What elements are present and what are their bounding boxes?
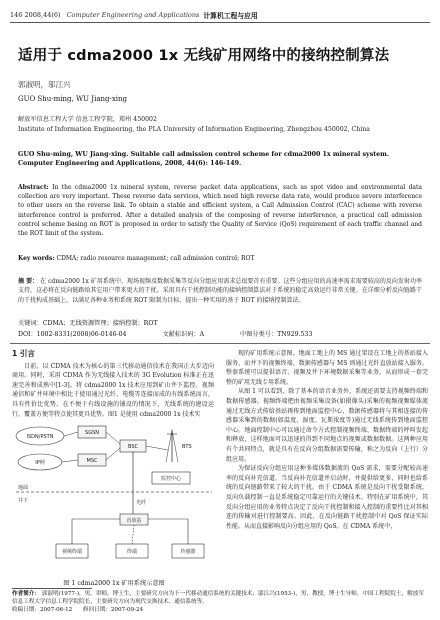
paper-title: 适用于 cdma2000 1x 无线矿用网络中的接纳控制算法 xyxy=(18,48,390,64)
underground-label: 井下 xyxy=(18,498,29,504)
ground-label: 地面 xyxy=(18,485,29,491)
clc-number: 中图分类号：TN929.533 xyxy=(240,331,313,338)
journal-name-en: Computer Engineering and Applications xyxy=(66,11,200,19)
footnote xyxy=(12,590,426,614)
body-paragraph: 为保证反向分组应用这种多媒体数据流的 QoS 需求，需要分配较高速率的反向补充信道，当反向补充信道并启动时，并提供给更多，同时也给系统的反向链路带来了较大的干扰。由于 CDMA 系统是反向干扰受限系统，反向负载控制一直是系统稳定可靠运行的关键技术。特别在矿用系统中，其反向分组应用的业务特点决定了反向干扰控制和接入控制的重要性比对其相连的传输对进行控制要高。因此，在反向链路干扰控制中对 QoS 保证实际性能。从而直接影响反向分组应用的 QoS。在 CDMA 系统中， xyxy=(226,465,428,530)
revised-date: 修回日期：2007-09-24 xyxy=(82,607,144,613)
author-bio-label: 作者简介： xyxy=(12,591,40,597)
video-terminal-label: 视频终端 xyxy=(61,549,83,555)
authors-en: GUO Shu-ming, WU Jiang-xing xyxy=(18,95,128,103)
doi: DOI：1002-8331(2008)06-0146-04 xyxy=(18,331,127,338)
keywords-text: CDMA; radio resource management; call admission control; ROT xyxy=(56,255,255,262)
abstract-en xyxy=(18,183,422,238)
sensor-label: 传感器 xyxy=(180,549,196,555)
abstract-cn-text: 在 cdma2000 1x 矿用系统中，现场视频及数据采集等反向分组应用需求总很要首有重要。这些分组应用的高速率需求需要较高的反向发射功率支持，这必将在反向链路给其它用户带来更大的干扰。采用具有干扰控制功能的接纳控制算法对于系统的稳定高效运行非常关键。在详细分析反向链路干的干扰构成基础上，以满足各种业务和系统 ROT 限制为目标，提出一种实用的基于 ROT 的接纳控制算法。 xyxy=(18,278,422,304)
body-paragraph: 从图 1 可以看到，除了基本的语音业务外，系统还需要支持视频终端和数据传感器。视频终端把由视频采集设备(如摄像头)采集的视频视频媒体流通过无线方式传给基站再传到地面监控中心，数据传感器将与其相连接的传感器采集到的数据(如温度、湿度、瓦斯浓度等)通过无线系统传到地面监控中心。地面控制中心可以通过命令方式控制视频终端、数据终端的呼叫发起和释放，这样地面可以迅速的得到不同地点的视频或数据数据。这两种应用有个共同特点，就是具有在反向分组数据需要传输，称之为反向（上行）分组应用。 xyxy=(226,388,428,463)
figure-caption: 图 1 cdma2000 1x 矿用系统示意图 xyxy=(63,580,165,587)
authors-cn: 郭淑明，邬江兴 xyxy=(18,80,71,89)
repeater-label: 直放站 xyxy=(126,518,142,524)
keywords-cn: 关键词：CDMA；无线资源管理；接纳控制；ROT xyxy=(18,320,158,327)
page-info: 146 2008,44(6) xyxy=(10,11,61,19)
keywords-en xyxy=(18,255,254,262)
msc-label: MSC xyxy=(86,458,98,464)
ip-label: IP网 xyxy=(35,460,45,466)
isdn-label: ISDN/PSTN xyxy=(26,434,54,440)
received-date: 收稿日期：2007-06-12 xyxy=(12,607,73,613)
abstract-cn-label: 摘 要： xyxy=(18,278,39,285)
abstract-cn xyxy=(18,277,422,305)
terminal-label: 终端 xyxy=(126,549,138,555)
affiliation-cn: 解放军信息工程大学 信息工程学院，郑州 450002 xyxy=(18,116,157,123)
affiliation-en: Institute of Information Engineering, the PLA University of Information Engineering, Zhengzhou 450002, China xyxy=(18,126,370,133)
system-diagram xyxy=(12,418,216,588)
journal-name-cn: 计算机工程与应用 xyxy=(203,12,258,20)
fiber-label: 光纤 xyxy=(136,500,147,506)
bts-label: BTS xyxy=(182,444,192,450)
body-paragraph: 目前，以 CDMA 技术为核心的第三代移动通信技术在我国正大步迈向商用。同时，采用 CDMA 作为无线接入技术的 3G Evolution 标准正在迅速完善和成熟中[1-3]。将 cdma2000 1x 技术应用到矿山井下监控、视频通信和矿井环境中相比于使用通过光纤、电缆等连接而成的有线系统而言，具有性价比优势。在不便于有线设施的铺设的情况下，无线系统的建设运行，覆盖方便等特点使其更具优势。图1 是使用 cdma2000 1x 技术实 xyxy=(12,362,214,418)
article-identifiers xyxy=(18,329,422,338)
author-bio-text: 郭淑明(1977-)，男，讲师，博士生，主要研究方向为下一代移动通信系统的关键技术；邬江兴(1953-)，男，教授，博士生导师，中国工程院院士，解放军信息工程大学信息工程学院院长，主要研究方向为现代交换技术、通信系统等。 xyxy=(12,591,424,605)
section-divider xyxy=(10,343,430,344)
body-paragraph: 现的矿用系统示意图。地面工地上的 MS 通过架设在工地上的基站接入服务，而井下的视频终端、数据传感器与 MS 则通过光纤直放站接入服务。整套系统可以提供语音、视频及井下环境数据采集等业务，从而形成一套完整的矿用无线专用系统。 xyxy=(226,350,428,386)
keywords-label: Key words: xyxy=(18,255,55,262)
abstract-label: Abstract: xyxy=(18,184,49,191)
monitor-label: 监控中心 xyxy=(160,476,182,482)
document-code: 文献标识码：A xyxy=(162,331,205,338)
body-left-column xyxy=(12,349,214,419)
sgsn-label: SGSN xyxy=(85,430,99,436)
abstract-text: In the cdma2000 1x mineral system, reverse packet data applications, such as spot video and environmental data collection are very important. These reverse data services, which need high reverse data rate, would produce severe interference to other users on the reverse link. To obtain a stable and efficient system, a Call Admission Control (CAC) scheme with reverse interference control is preferred. After a detailed analysis of the composing of reverse interference, a practical call admission control scheme basing on ROT is proposed in order to satisfy the Quality of Service (QoS) requirement of each traffic channel and the ROT limit of the system. xyxy=(18,184,422,238)
footnote-rule xyxy=(12,588,92,589)
citation-line: GUO Shu-ming, WU Jiang-xing. Suitable call admission control scheme for cdma2000 1x mineral system. Computer Engineering and Applications, 2008, 44(6): 146-149. xyxy=(18,151,390,167)
bsc-label: BSC xyxy=(127,444,139,450)
running-header xyxy=(10,8,430,22)
section-heading: 1 引言 xyxy=(12,349,35,358)
header-rule xyxy=(10,22,430,23)
bts-tower-icon xyxy=(166,430,178,462)
body-right-column xyxy=(226,349,428,531)
